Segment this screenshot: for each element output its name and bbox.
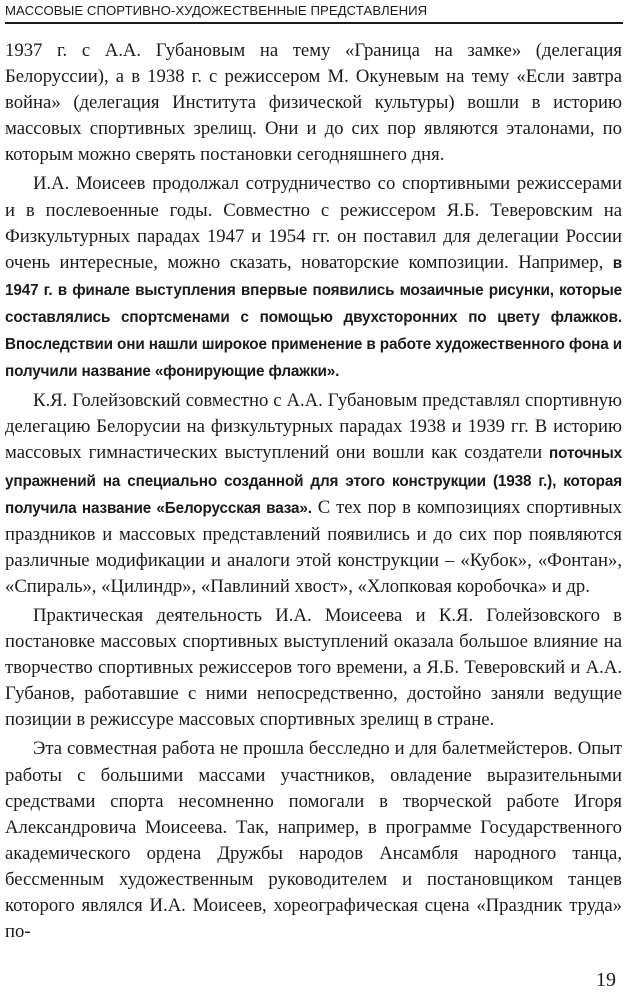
paragraph bbox=[5, 736, 622, 945]
body-text bbox=[5, 38, 622, 945]
page-number: 19 bbox=[596, 969, 616, 991]
paragraph-text: Эта совместная работа не прошла бесследно и для балетмейстеров. Опыт работы с большими массами участников, овладение выразительными средствами спорта несомненно помогали в творческой работе Игоря Александровича Моисеева. Так, например, в программе Государственного академического ордена Дружбы народов Ансамбля народного танца, бессменным художественным руководителем и постановщиком танцев которого являлся И.А. Моисеев, хореографическая сцена «Праздник труда» по- bbox=[5, 738, 622, 943]
paragraph bbox=[5, 388, 622, 600]
paragraph-text: И.А. Моисеев продолжал сотрудничество со спортивными режиссерами и в послевоенные годы. Совместно с режиссером Я.Б. Теверовским на Физкультурных парадах 1947 и 1954 гг. он поставил для делегации России очень интересные, можно сказать, новаторские композиции. Например, bbox=[5, 173, 622, 273]
paragraph-text: С тех пор в композициях спортивных праздников и массовых представлений появились и до сих пор появляются различные модификации и аналоги этой конструкции – «Кубок», «Фонтан», «Спираль», «Цилиндр», «Павлиний хвост», «Хлопковая коробочка» и др. bbox=[5, 496, 622, 597]
running-title: МАССОВЫЕ СПОРТИВНО-ХУДОЖЕСТВЕННЫЕ ПРЕДСТАВЛЕНИЯ bbox=[5, 3, 428, 18]
emphasized-text: поточных упражнений на специально созданной для этого конструкции (1938 г.), которая получила название «Белорусская ваза». bbox=[5, 445, 622, 517]
paragraph-text: 1937 г. с А.А. Губановым на тему «Граница на замке» (делегация Белоруссии), а в 1938 г. с режиссером М. Окуневым на тему «Если завтра война» (делегация Института физической культуры) вошли в историю массовых спортивных зрелищ. Они и до сих пор являются эталонами, по которым можно сверять постановки сегодняшнего дня. bbox=[5, 40, 622, 166]
running-header bbox=[5, 2, 623, 24]
paragraph-text: Практическая деятельность И.А. Моисеева и К.Я. Голейзовского в постановке массовых спортивных выступлений оказала большое влияние на творчество спортивных режиссеров того времени, а Я.Б. Теверовский и А.А. Губанов, работавшие с ними непосредственно, достойно заняли ведущие позиции в режиссуре массовых спортивных зрелищ в стране. bbox=[5, 604, 622, 731]
paragraph bbox=[5, 38, 622, 168]
paragraph bbox=[5, 171, 622, 385]
emphasized-text: в 1947 г. в финале выступления впервые появились мозаичные рисунки, которые составлялись спортсменами с помощью двухсторонних по цвету флажков. Впоследствии они нашли широкое применение в работе художественного фона и получили название «фонирующие флажки». bbox=[5, 254, 622, 381]
paragraph bbox=[5, 603, 622, 733]
paragraph-text: К.Я. Голейзовский совместно с А.А. Губановым представлял спортивную делегацию Белорусии на физкультурных парадах 1938 и 1939 гг. В историю массовых гимнастических выступлений они вошли как создатели bbox=[5, 390, 622, 464]
